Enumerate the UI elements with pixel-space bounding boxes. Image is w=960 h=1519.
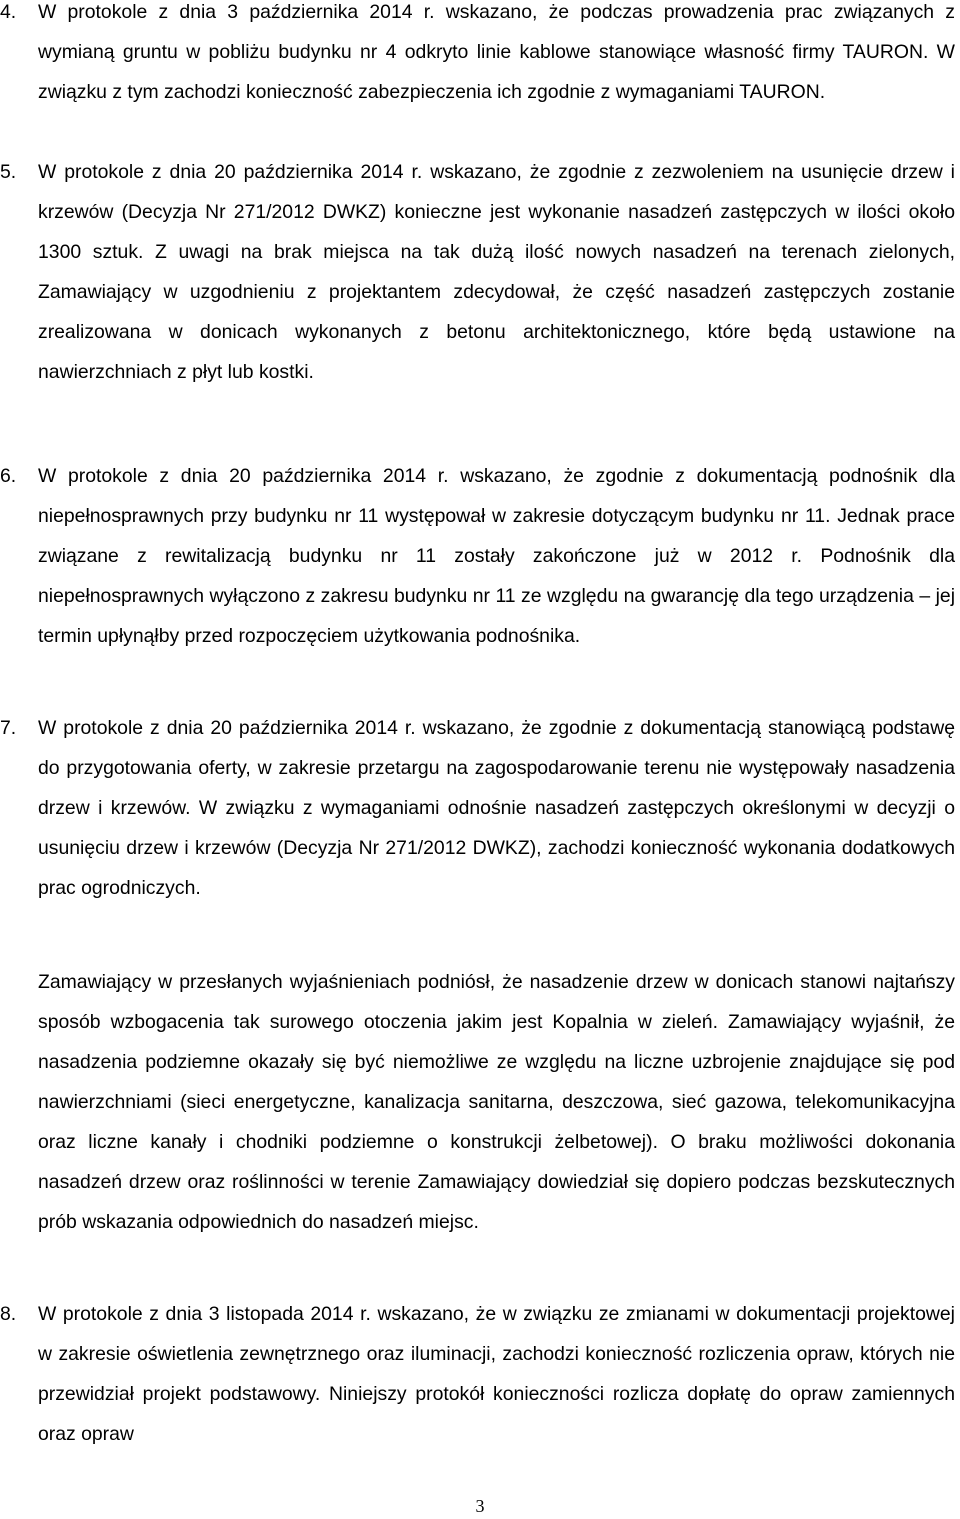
list-item-number: 7. [0, 717, 17, 739]
list-item-number: 5. [0, 161, 17, 183]
list-item-8 [0, 1294, 960, 1454]
list-item-number: 4. [0, 1, 17, 23]
list-item-text: W protokole z dnia 20 października 2014 r. wskazano, że zgodnie z dokumentacją stanowiącą podstawę do przygotowania oferty, w zakresie przetargu na zagospodarowanie terenu nie występowały nasadzenia drzew i krzewów. W związku z wymaganiami odnośnie nasadzeń zastępczych określonymi w decyzji o usunięciu drzew i krzewów (Decyzja Nr 271/2012 DWKZ), zachodzi konieczność wykonania dodatkowych prac ogrodniczych. [38, 717, 955, 899]
list-item-text: W protokole z dnia 20 października 2014 r. wskazano, że zgodnie z dokumentacją podnośnik dla niepełnosprawnych przy budynku nr 11 występował w zakresie dotyczącym budynku nr 11. Jednak prace związane z rewitalizacją budynku nr 11 zostały zakończone już w 2012 r. Podnośnik dla niepełnosprawnych wyłączono z zakresu budynku nr 11 ze względu na gwarancję dla tego urządzenia – jej termin upłynąłby przed rozpoczęciem użytkowania podnośnika. [38, 465, 955, 647]
list-item-6 [0, 456, 960, 656]
list-item-number: 6. [0, 465, 17, 487]
list-item-text: W protokole z dnia 20 października 2014 r. wskazano, że zgodnie z zezwoleniem na usunięcie drzew i krzewów (Decyzja Nr 271/2012 DWKZ) konieczne jest wykonanie nasadzeń zastępczych w ilości około 1300 sztuk. Z uwagi na brak miejsca na tak dużą ilość nowych nasadzeń na terenach zielonych, Zamawiający w uzgodnieniu z projektantem zdecydował, że część nasadzeń zastępczych zostanie zrealizowana w donicach wykonanych z betonu architektonicznego, które będą ustawione na nawierzchniach z płyt lub kostki. [38, 161, 955, 383]
list-item-text: W protokole z dnia 3 października 2014 r. wskazano, że podczas prowadzenia prac związanych z wymianą gruntu w pobliżu budynku nr 4 odkryto linie kablowe stanowiące własność firmy TAURON. W związku z tym zachodzi konieczność zabezpieczenia ich zgodnie z wymaganiami TAURON. [38, 1, 955, 103]
page-number: 3 [475, 1496, 485, 1516]
list-item-4 [0, 0, 960, 112]
explanation-paragraph: Zamawiający w przesłanych wyjaśnieniach podniósł, że nasadzenie drzew w donicach stanowi najtańszy sposób wzbogacenia tak surowego otoczenia jakim jest Kopalnia w zieleń. Zamawiający wyjaśnił, że nasadzenia podziemne okazały się być niemożliwe ze względu na liczne uzbrojenie znajdujące się pod nawierzchniami (sieci energetyczne, kanalizacja sanitarna, deszczowa, sieć gazowa, telekomunikacyjna oraz liczne kanały i chodniki podziemne o konstrukcji żelbetowej). O braku możliwości dokonania nasadzeń drzew oraz roślinności w terenie Zamawiający dowiedział się dopiero podczas bezskutecznych prób wskazania odpowiednich do nasadzeń miejsc. [38, 971, 955, 1233]
list-item-5 [0, 152, 960, 392]
list-item-text: W protokole z dnia 3 listopada 2014 r. wskazano, że w związku ze zmianami w dokumentacji projektowej w zakresie oświetlenia zewnętrznego oraz iluminacji, zachodzi konieczność rozliczenia opraw, których nie przewidział projekt podstawowy. Niniejszy protokół konieczności rozlicza dopłatę do opraw zamiennych oraz opraw [38, 1303, 955, 1445]
list-item-number: 8. [0, 1303, 17, 1325]
list-item-7 [0, 708, 960, 908]
